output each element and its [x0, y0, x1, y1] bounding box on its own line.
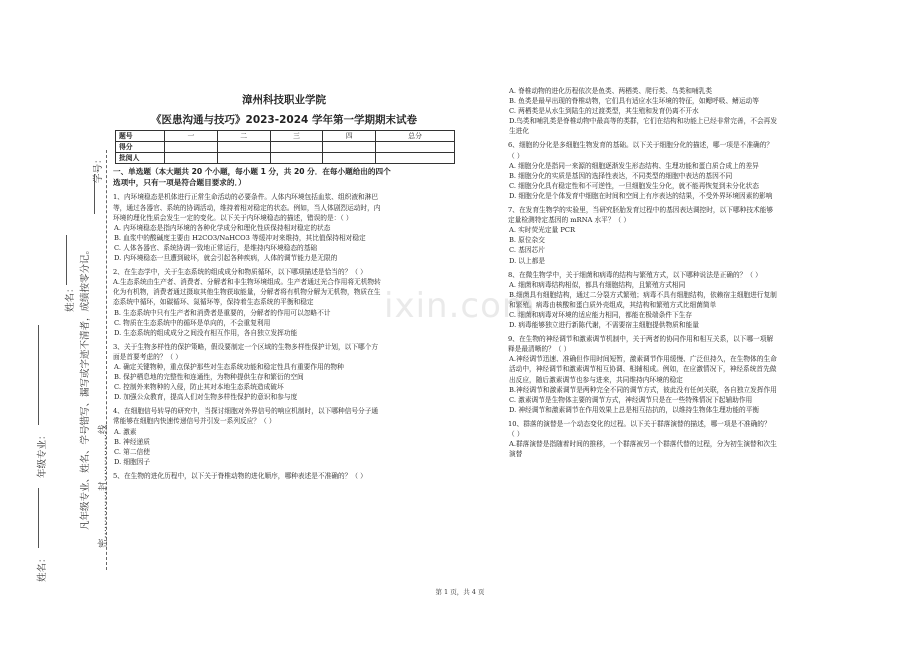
name-label-lower: 姓名： — [37, 553, 48, 582]
answer-option-line: D. 以上都是 — [509, 256, 546, 265]
page-footer: 第 1 页，共 4 页 — [435, 588, 485, 596]
question-stem-line: 释是最清晰的？（ ） — [508, 345, 571, 354]
question-block — [508, 86, 838, 136]
section-heading-line: 选项中，只有一项是符合题目要求的．） — [113, 178, 246, 188]
score-col-header: 二 — [217, 131, 270, 142]
question-stem-line: 态系统中循环，如碳循环、氮循环等，保持着生态系统的平衡和稳定 — [113, 298, 314, 307]
score-row — [116, 142, 455, 153]
score-cell — [323, 142, 376, 153]
exam-title: 《医患沟通与技巧》2023-2024 学年第一学期期末试卷 — [151, 114, 417, 127]
answer-option-line: D.鸟类和哺乳类是脊椎动物中最高等的类群，它们在结构和功能上已经非常完善，不会再发 — [509, 117, 778, 126]
question-stem-line: 面是首要考虑的？（ ） — [113, 352, 182, 361]
answer-option-line: B. 生态系统中只有生产者和消费者是重要的，分解者的作用可以忽略不计 — [114, 308, 331, 317]
left-column — [113, 86, 455, 481]
answer-option-line: 和繁殖。病毒由核酸和蛋白质外壳组成，其结构和繁殖方式比细菌简单 — [509, 300, 717, 309]
question-stem-line: （ ） — [508, 151, 524, 160]
answer-option-line: D. 病毒能够独立进行新陈代谢，不需要宿主细胞提供物质和能量 — [509, 321, 699, 330]
question-stem-line: 5、在生物的进化历程中，以下关于脊椎动物的进化顺序，哪种表述是不准确的？（ ） — [113, 471, 367, 480]
question-stem-line: 化为有机物，消费者通过摄取其他生物获取能量，分解者将有机物分解为无机物，物质在生 — [113, 288, 381, 297]
score-cell — [165, 142, 218, 153]
question-stem-line: 9、在生物的神经调节和激素调节机制中，关于两者的协同作用和相互关系，以下哪一项解 — [508, 335, 774, 344]
answer-option-line: A.群落演替是指随着时间的推移，一个群落被另一个群落代替的过程，分为初生演替和次生 — [509, 440, 777, 449]
answer-option-line: B. 鱼类是最早出现的脊椎动物，它们具有适应水生环境的特征，如鳃呼吸、鳍运动等 — [509, 97, 759, 106]
question-stem-line: 常能够在细胞内快速传递信号并引发一系列反应？（ ） — [113, 417, 276, 426]
answer-option-line: C. 细菌和病毒对环境的适应能力相同，都能在极端条件下生存 — [509, 310, 693, 319]
question-stem-line: 6、细胞的分化是多细胞生物发育的基础。以下关于细胞分化的描述，哪一项是不准确的？ — [508, 141, 774, 150]
section-heading-line: 一、单选题（本大题共 20 个小题，每小题 1 分，共 20 分．在每小题给出的四个 — [113, 167, 391, 177]
answer-option-line: C. 控制外来物种的入侵，防止其对本地生态系统造成破坏 — [114, 383, 284, 392]
question-block — [113, 192, 455, 263]
score-cell — [376, 142, 455, 153]
answer-option-line: A. 确定关键物种，重点保护那些对生态系统功能和稳定性具有重要作用的物种 — [114, 362, 344, 371]
answer-option-line: A. 脊椎动物的进化历程依次是鱼类、两栖类、爬行类、鸟类和哺乳类 — [509, 87, 713, 95]
answer-option-line: B. 保护栖息地的完整性和连通性，为物种提供生存和繁衍的空间 — [114, 373, 304, 382]
answer-option-line: C. 激素调节是生物体主要的调节方式，神经调节只是在一些特殊情况下起辅助作用 — [509, 395, 753, 404]
answer-option-line: D. 生态系统的组成成分之间没有相互作用，各自独立发挥功能 — [114, 328, 298, 337]
answer-option-line: C. 人体各器官、系统协调一致地正常运行，是维持内环境稳态的基础 — [114, 243, 318, 252]
question-stem-line: 3、关于生物多样性的保护策略，假设要制定一个区域的生物多样性保护计划，以下哪个方 — [113, 342, 379, 351]
answer-option-line: B. 神经递质 — [114, 437, 150, 446]
answer-option-line: 生进化 — [509, 127, 530, 136]
grade-major-label: 年级专业： — [37, 430, 48, 478]
answer-option-line: A. 细胞分化是指同一来源的细胞逐渐发生形态结构、生理功能和蛋白质合成上的差异 — [509, 161, 759, 170]
reviewer-cell — [270, 153, 323, 164]
question-stem-line: 环境的理化性质会发生一定的变化。以下关于内环境稳态的描述，错误的是：（ ） — [113, 213, 353, 222]
school-name: 漳州科技职业学院 — [242, 94, 326, 106]
answer-option-line: D. 细胞分化是个体发育中细胞在时间和空间上有序表达的结果，不受外界环境因素的影响 — [509, 191, 773, 200]
right-column — [508, 86, 838, 459]
reviewer-row — [116, 153, 455, 164]
answer-option-line: D. 神经调节和激素调节在作用效果上总是相互拮抗的，以维持生物体生理功能的平衡 — [509, 405, 760, 414]
question-block — [508, 270, 838, 331]
answer-option-line: A. 激素 — [114, 427, 137, 436]
reviewer-row-label: 批阅人 — [116, 153, 165, 164]
score-table — [115, 130, 455, 164]
answer-option-line: D. 细胞因子 — [114, 457, 151, 466]
question-block — [113, 406, 455, 467]
answer-option-line: 演替 — [509, 450, 523, 459]
grade-major-line — [38, 325, 39, 425]
question-stem-line: 定量检测特定基因的 mRNA 水平？（ ） — [508, 216, 631, 225]
question-stem-line: A.生态系统由生产者、消费者、分解者和非生物环境组成。生产者通过光合作用将无机物转 — [113, 278, 381, 287]
right-question-list — [508, 86, 838, 459]
answer-option-line: C. 基因芯片 — [509, 246, 545, 255]
seal-text: 密……………封……………线 — [98, 424, 109, 548]
name-label-upper: 姓名： — [65, 283, 76, 312]
question-stem-line: 1、内环境稳态是机体进行正常生命活动的必要条件。人体内环境包括血浆、组织液和淋巴 — [113, 193, 379, 202]
reviewer-cell — [217, 153, 270, 164]
section-heading — [113, 166, 455, 188]
warning-text: 凡年级专业、姓名、学号错写、漏写或字迹不清者，成绩按零分记。 — [80, 244, 91, 530]
answer-option-line: A.神经调节迅速、准确但作用时间短暂，激素调节作用缓慢、广泛但持久，在生物体的生命 — [509, 355, 777, 364]
answer-option-line: C. 物质在生态系统中的循环是单向的，不会重复利用 — [114, 318, 271, 327]
answer-option-line: D. 加强公众教育，提高人们对生物多样性保护的意识和参与度 — [114, 393, 298, 402]
question-block — [508, 419, 838, 459]
score-table-header-row — [116, 131, 455, 142]
left-question-list — [113, 192, 455, 481]
answer-option-line: A. 实时荧光定量 PCR — [509, 226, 575, 235]
seal-line — [106, 150, 107, 570]
question-block — [508, 205, 838, 266]
score-col-header: 三 — [270, 131, 323, 142]
answer-option-line: C. 两栖类是从水生到陆生的过渡类型，其生殖和发育仍离不开水 — [509, 107, 699, 116]
question-block — [508, 334, 838, 415]
score-cell — [270, 142, 323, 153]
question-stem-line: 2、在生态学中，关于生态系统的组成成分和物质循环，以下哪项描述是恰当的？（ ） — [113, 268, 367, 277]
answer-option-line: A. 细菌和病毒结构相似，都具有细胞结构，且繁殖方式相同 — [509, 280, 686, 289]
name-line-lower — [38, 488, 39, 548]
answer-option-line: B.神经调节和激素调节是两种完全不同的调节方式，彼此没有任何关联，各自独立发挥作用 — [509, 385, 777, 394]
question-stem-line: 4、在细胞信号转导的研究中，当探讨细胞对外界信号的响应机制时，以下哪种信号分子通 — [113, 407, 379, 416]
score-row-label: 得分 — [116, 142, 165, 153]
question-block — [508, 140, 838, 201]
question-stem-line: 10、群落的演替是一个动态变化的过程。以下关于群落演替的描述，哪一项是不准确的？ — [508, 419, 771, 428]
watermark: ixin.com — [384, 286, 536, 326]
question-stem-line: 7、在发育生物学的实验里，当研究胚胎发育过程中的基因表达调控时，以下哪种技术能够 — [508, 206, 774, 215]
answer-option-line: A. 内环境稳态是指内环境的各种化学成分和理化性质保持相对稳定的状态 — [114, 223, 331, 232]
student-id-label: 学号： — [93, 154, 104, 183]
score-col-header: 总分 — [376, 131, 455, 142]
name-line-upper — [66, 235, 67, 285]
answer-option-line: C. 第二信使 — [114, 447, 150, 456]
score-col-header: 题号 — [116, 131, 165, 142]
question-block — [113, 342, 455, 403]
answer-option-line: B.细菌具有细胞结构，通过二分裂方式繁殖；病毒不具有细胞结构，依赖宿主细胞进行复制 — [509, 290, 777, 299]
question-stem-line: （ ） — [508, 430, 524, 438]
answer-option-line: B. 血浆中的酸碱度主要由 H2CO3/NaHCO3 等缓冲对来维持，其比值保持相对稳定 — [114, 233, 366, 242]
reviewer-cell — [376, 153, 455, 164]
score-col-header: 一 — [165, 131, 218, 142]
answer-option-line: 出反应，随后激素调节也参与进来，共同维持内环境的稳定 — [509, 375, 683, 384]
score-col-header: 四 — [323, 131, 376, 142]
question-stem-line: 8、在微生物学中，关于细菌和病毒的结构与繁殖方式，以下哪种说法是正确的？（ ） — [508, 270, 762, 279]
answer-option-line: B. 原位杂交 — [509, 236, 545, 245]
student-id-line — [94, 174, 95, 214]
reviewer-cell — [323, 153, 376, 164]
question-stem-line: 等，通过各器官、系统的协调活动，维持着相对稳定的状态。例如，当人体剧烈运动时，内 — [113, 203, 381, 212]
reviewer-cell — [165, 153, 218, 164]
answer-option-line: C. 细胞分化具有稳定性和不可逆性，一旦细胞发生分化，就不能再恢复到未分化状态 — [509, 181, 759, 190]
answer-option-line: D. 内环境稳态一旦遭到破坏，就会引起各种疾病，人体的调节能力是无限的 — [114, 254, 338, 263]
question-block — [113, 471, 455, 481]
score-cell — [217, 142, 270, 153]
answer-option-line: 活动中，神经调节和激素调节相互协调、相辅相成。例如，在应激情况下，神经系统首先做 — [509, 365, 777, 374]
answer-option-line: B. 细胞分化的实质是基因的选择性表达，不同类型的细胞中表达的基因不同 — [509, 171, 733, 180]
